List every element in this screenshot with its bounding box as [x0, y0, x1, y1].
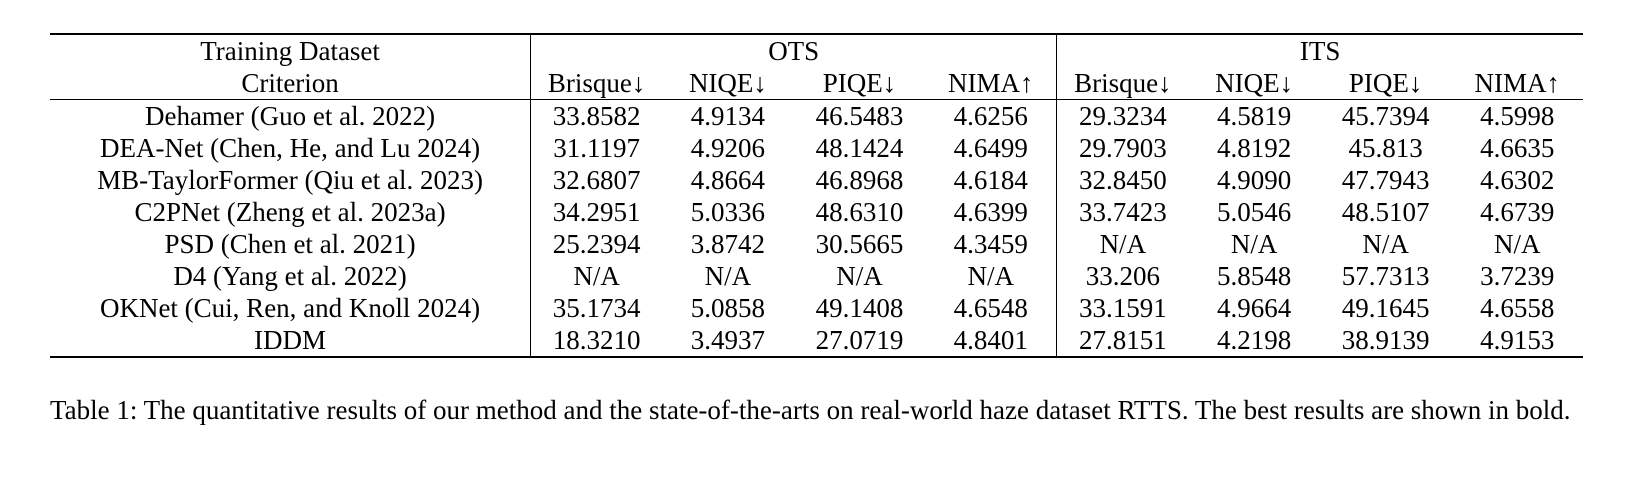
value-cell: 48.6310	[815, 196, 904, 227]
header-metric: PIQE↓	[1320, 67, 1452, 100]
value-cell: 3.8742	[690, 228, 766, 259]
value-cell: 48.5107	[1341, 196, 1430, 227]
header-group-ots: OTS	[531, 34, 1057, 67]
value-cell: N/A	[1057, 228, 1189, 260]
results-table	[50, 33, 1583, 358]
header-group-its: ITS	[1057, 34, 1583, 67]
value-cell: 4.9206	[690, 132, 766, 163]
table-row	[50, 324, 1583, 357]
value-cell: 46.5483	[815, 100, 904, 131]
method-name-cell: OKNet (Cui, Ren, and Knoll 2024)	[99, 292, 481, 323]
value-cell: 47.7943	[1341, 164, 1430, 195]
value-cell: 3.4937	[662, 324, 794, 357]
value-cell: 4.2198	[1188, 324, 1320, 357]
table-row	[50, 100, 1583, 133]
value-cell: 33.7423	[1057, 196, 1189, 228]
value-cell: 30.5665	[815, 228, 904, 259]
value-cell: 33.1591	[1057, 292, 1189, 324]
value-cell: 4.6548	[953, 292, 1028, 323]
header-metric: Brisque↓	[531, 67, 663, 100]
value-cell: 32.8450	[1057, 164, 1189, 196]
value-cell: 45.7394	[1341, 100, 1430, 131]
method-name-cell: Dehamer (Guo et al. 2022)	[144, 100, 436, 131]
value-cell: 46.8968	[815, 164, 904, 195]
method-name-cell: C2PNet (Zheng et al. 2023a)	[134, 196, 446, 227]
results-table-container	[50, 33, 1583, 358]
method-name-cell: PSD (Chen et al. 2021)	[164, 228, 416, 259]
header-training-dataset: Training Dataset	[50, 34, 531, 67]
value-cell: 4.9090	[1216, 164, 1292, 195]
value-cell: 27.0719	[794, 324, 926, 357]
header-criterion: Criterion	[50, 67, 531, 100]
value-cell: 5.8548	[1216, 260, 1292, 291]
value-cell: N/A	[531, 260, 663, 292]
header-row-training-dataset	[50, 34, 1583, 67]
value-cell: 4.6558	[1480, 292, 1555, 323]
value-cell: 4.8664	[690, 164, 766, 195]
method-name-cell: MB-TaylorFormer (Qiu et al. 2023)	[97, 164, 483, 195]
value-cell: 4.9134	[690, 100, 766, 131]
value-cell: 4.5998	[1480, 100, 1555, 131]
value-cell: N/A	[1230, 228, 1278, 259]
value-cell: 29.3234	[1057, 100, 1189, 133]
value-cell: 33.8582	[531, 100, 663, 133]
value-cell: 18.3210	[531, 324, 663, 357]
value-cell: 25.2394	[531, 228, 663, 260]
value-cell: 4.6635	[1480, 132, 1555, 163]
value-cell: N/A	[704, 260, 752, 291]
table-row	[50, 260, 1583, 292]
table-row	[50, 164, 1583, 196]
method-name-cell: D4 (Yang et al. 2022)	[173, 260, 407, 291]
table-row	[50, 292, 1583, 324]
value-cell: 49.1408	[815, 292, 904, 323]
value-cell: 3.7239	[1480, 260, 1555, 291]
header-row-criterion	[50, 67, 1583, 100]
value-cell: 4.6499	[953, 132, 1028, 163]
value-cell: N/A	[1362, 228, 1409, 259]
value-cell: 38.9139	[1320, 324, 1452, 357]
value-cell: N/A	[967, 260, 1015, 291]
table-row	[50, 196, 1583, 228]
value-cell: 33.206	[1057, 260, 1189, 292]
value-cell: 5.0858	[690, 292, 766, 323]
value-cell: 4.9664	[1216, 292, 1292, 323]
value-cell: 4.6256	[953, 100, 1028, 131]
value-cell: 48.1424	[815, 132, 904, 163]
value-cell: 35.1734	[531, 292, 663, 324]
value-cell: 49.1645	[1341, 292, 1430, 323]
value-cell: 57.7313	[1341, 260, 1430, 291]
value-cell: 27.8151	[1057, 324, 1189, 357]
value-cell: 31.1197	[531, 132, 663, 164]
method-name-cell: IDDM	[50, 324, 531, 357]
value-cell: 45.813	[1348, 132, 1423, 163]
header-metric: NIMA↑	[1451, 67, 1583, 100]
table-row	[50, 228, 1583, 260]
header-metric: NIQE↓	[1188, 67, 1320, 100]
value-cell: 4.8192	[1216, 132, 1292, 163]
value-cell: 4.8401	[925, 324, 1057, 357]
value-cell: 5.0546	[1216, 196, 1292, 227]
value-cell: N/A	[1493, 228, 1541, 259]
value-cell: 5.0336	[690, 196, 766, 227]
value-cell: 34.2951	[531, 196, 663, 228]
value-cell: 4.6739	[1480, 196, 1555, 227]
table-row	[50, 132, 1583, 164]
value-cell: 29.7903	[1057, 132, 1189, 164]
header-metric: PIQE↓	[794, 67, 926, 100]
value-cell: 4.3459	[953, 228, 1028, 259]
value-cell: 4.6399	[953, 196, 1028, 227]
value-cell: N/A	[836, 260, 883, 291]
table-caption: Table 1: The quantitative results of our method and the state-of-the-arts on real-world haze dataset RTTS. The best results are shown in bold.	[50, 395, 1571, 425]
value-cell: 4.6184	[953, 164, 1028, 195]
header-metric: NIMA↑	[925, 67, 1057, 100]
header-metric: Brisque↓	[1057, 67, 1189, 100]
value-cell: 4.6302	[1480, 164, 1555, 195]
value-cell: 4.5819	[1216, 100, 1292, 131]
method-name-cell: DEA-Net (Chen, He, and Lu 2024)	[99, 132, 481, 163]
value-cell: 32.6807	[531, 164, 663, 196]
value-cell: 4.9153	[1451, 324, 1583, 357]
header-metric: NIQE↓	[662, 67, 794, 100]
